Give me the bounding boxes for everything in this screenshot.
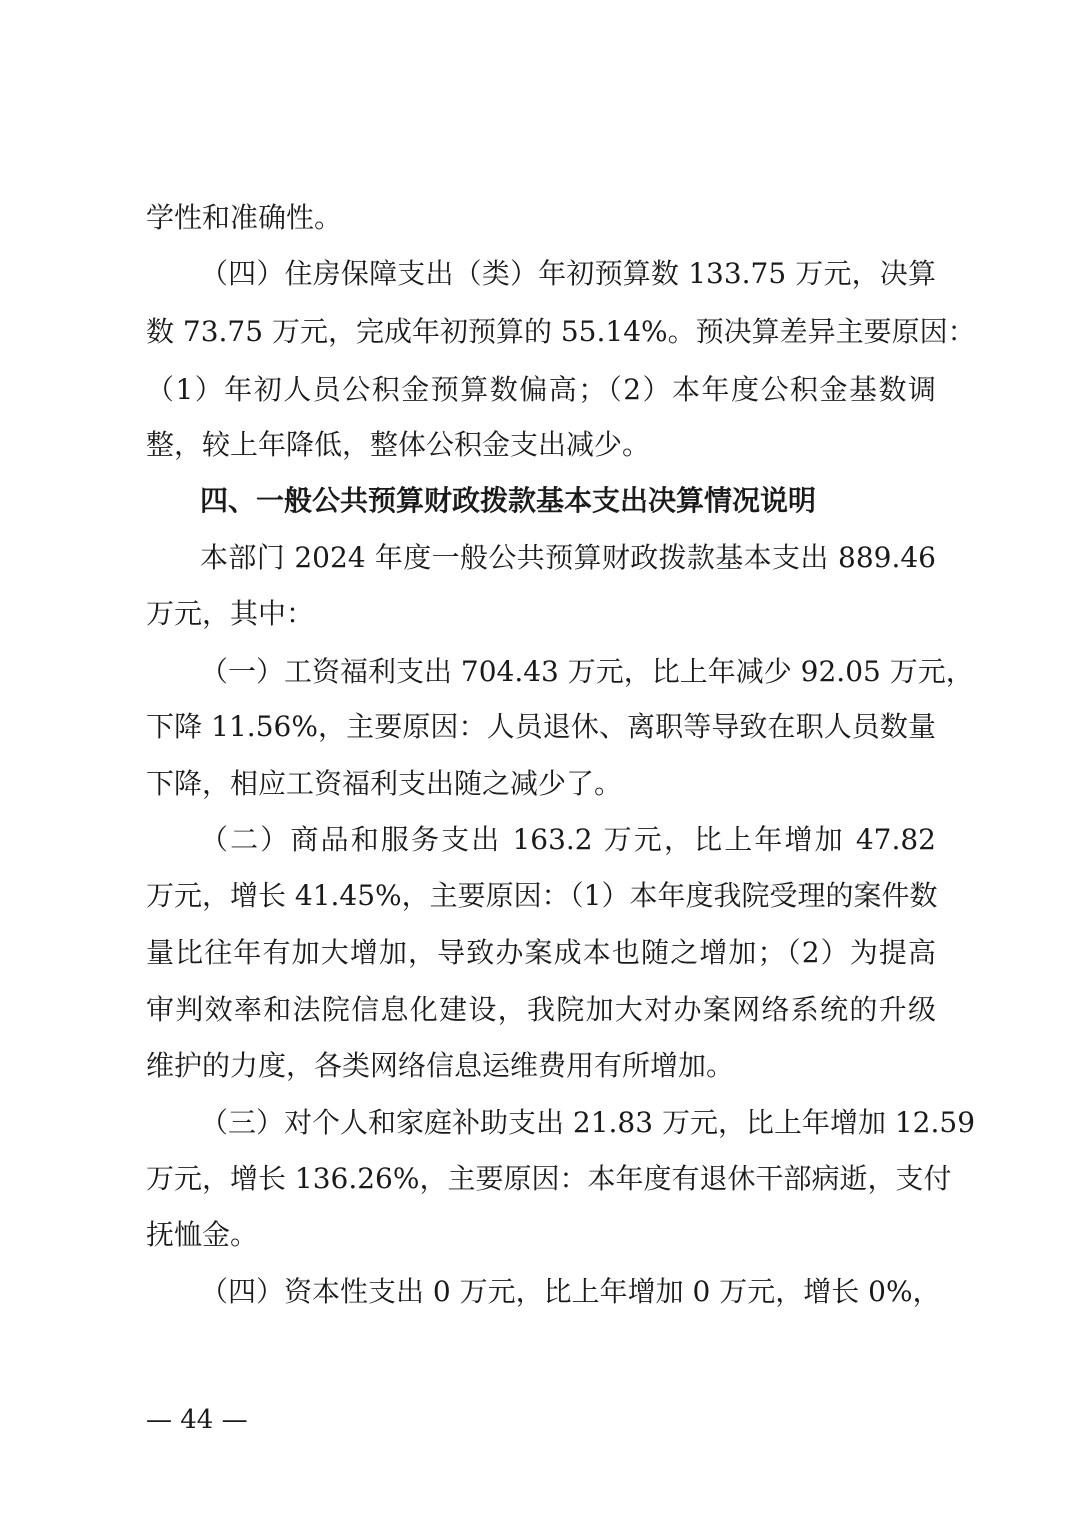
paragraph-line: 万元，增长 136.26%，主要原因：本年度有退休干部病逝，支付 [146, 1162, 952, 1195]
paragraph-line: （四）住房保障支出（类）年初预算数 133.75 万元，决算 [200, 257, 936, 290]
page-number: — 44 — [146, 1405, 248, 1435]
paragraph-line: 整，较上年降低，整体公积金支出减少。 [146, 428, 651, 461]
paragraph-line: （1）年初人员公积金预算数偏高；（2）本年度公积金基数调 [146, 373, 936, 406]
paragraph-line: （三）对个人和家庭补助支出 21.83 万元，比上年增加 12.59 [200, 1106, 976, 1139]
paragraph-line: 抚恤金。 [146, 1218, 259, 1251]
paragraph-line: 数 73.75 万元，完成年初预算的 55.14%。预决算差异主要原因： [146, 315, 976, 348]
paragraph-line: 下降，相应工资福利支出随之减少了。 [146, 767, 623, 800]
paragraph-line: 审判效率和法院信息化建设，我院加大对办案网络系统的升级 [146, 993, 936, 1026]
paragraph-line: 维护的力度，各类网络信息运维费用有所增加。 [146, 1049, 735, 1082]
paragraph-line: 本部门 2024 年度一般公共预算财政拨款基本支出 889.46 [200, 541, 936, 574]
paragraph-line: 量比往年有加大增加，导致办案成本也随之增加；（2）为提高 [146, 936, 936, 969]
paragraph-line: （二）商品和服务支出 163.2 万元，比上年增加 47.82 [200, 823, 936, 856]
paragraph-line: 万元，其中： [146, 597, 315, 630]
section-heading: 四、一般公共预算财政拨款基本支出决算情况说明 [200, 484, 817, 517]
paragraph-line: （四）资本性支出 0 万元，比上年增加 0 万元，增长 0%， [200, 1275, 941, 1308]
paragraph-line: 下降 11.56%，主要原因：人员退休、离职等导致在职人员数量 [146, 710, 936, 743]
paragraph-line: （一）工资福利支出 704.43 万元，比上年减少 92.05 万元， [200, 655, 974, 688]
paragraph-line: 万元，增长 41.45%，主要原因：（1）本年度我院受理的案件数 [146, 879, 938, 912]
paragraph-line: 学性和准确性。 [146, 201, 343, 234]
